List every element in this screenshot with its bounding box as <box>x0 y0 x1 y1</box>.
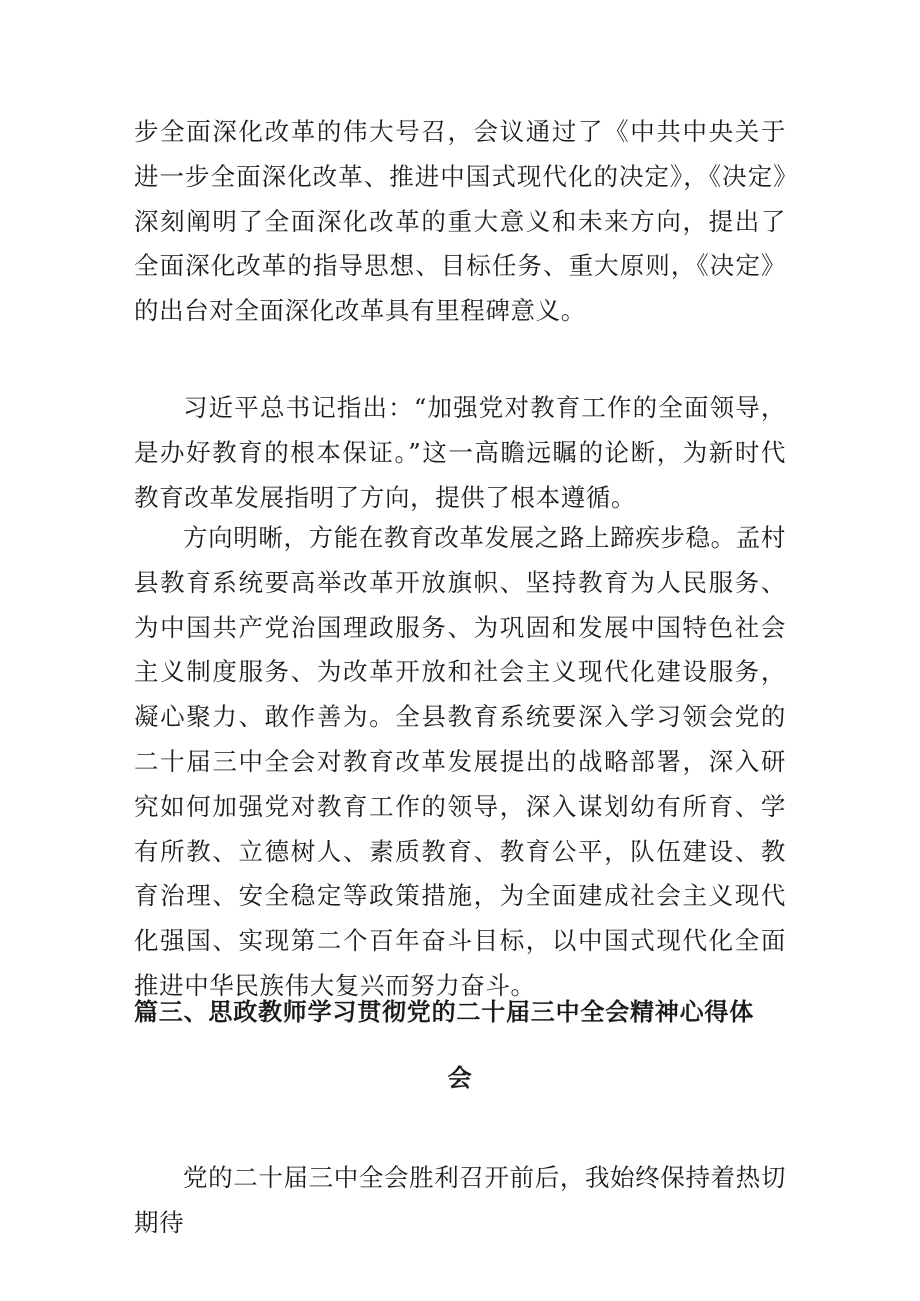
paragraph-plenum-expectation: 党的二十届三中全会胜利召开前后，我始终保持着热切期待 <box>134 1163 786 1237</box>
paragraph-xi-quote: 习近平总书记指出：“加强党对教育工作的全面领导，是办好教育的根本保证。”这一高瞻远瞩的论断，为新时代教育改革发展指明了方向，提供了根本遵循。 <box>134 393 786 512</box>
section-heading: 篇三、思政教师学习贯彻党的二十届三中全会精神心得体 <box>134 998 754 1026</box>
paragraph-reform-decision: 步全面深化改革的伟大号召，会议通过了《中共中央关于进一步全面深化改革、推进中国式现代化的决定》，《决定》深刻阐明了全面深化改革的重大意义和未来方向，提出了全面深化改革的指导思想、目标任务、重大原则，《决定》的出台对全面深化改革具有里程碑意义。 <box>134 117 786 326</box>
paragraph-mengcun-education: 方向明晰，方能在教育改革发展之路上蹄疾步稳。孟村县教育系统要高举改革开放旗帜、坚持教育为人民服务、为中国共产党治国理政服务、为巩固和发展中国特色社会主义制度服务、为改革开放和社会主义现代化建设服务，凝心聚力、敢作善为。全县教育系统要深入学习领会党的二十届三中全会对教育改革发展提出的战略部署，深入研究如何加强党对教育工作的领导，深入谋划幼有所育、学有所教、立德树人、素质教育、教育公平，队伍建设、教育治理、安全稳定等政策措施，为全面建成社会主义现代化强国、实现第二个百年奋斗目标，以中国式现代化全面推进中华民族伟大复兴而努力奋斗。 <box>134 523 786 1000</box>
section-heading-continuation: 会 <box>447 1064 473 1092</box>
